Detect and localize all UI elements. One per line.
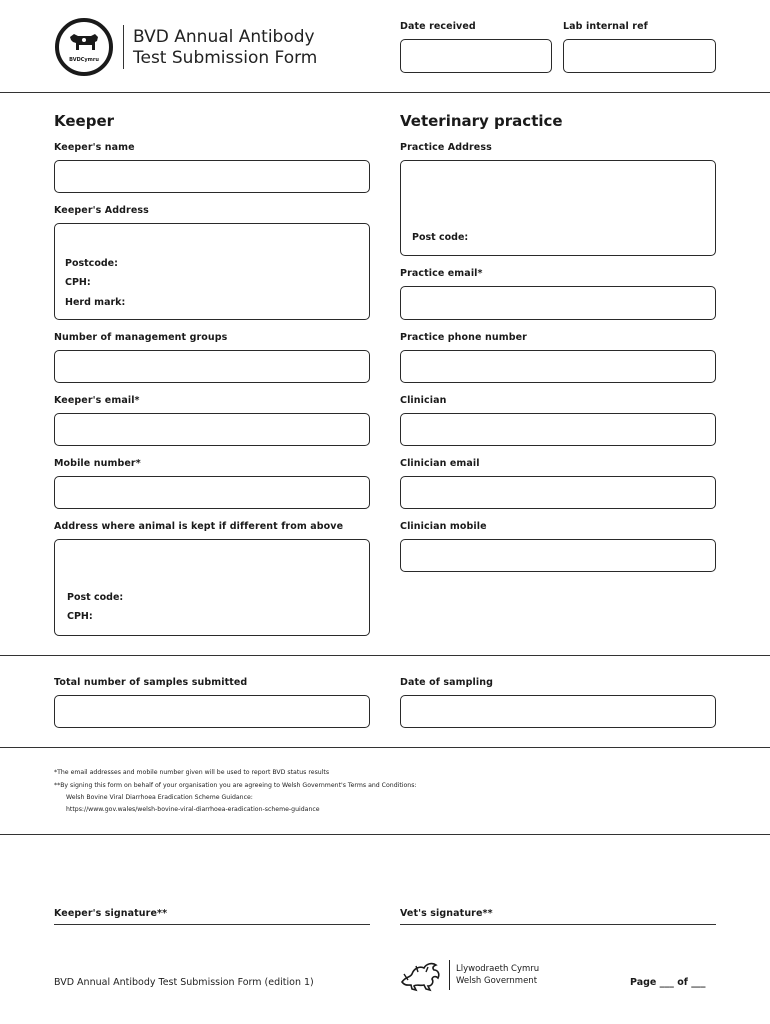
total-samples-label: Total number of samples submitted — [54, 677, 248, 688]
page-number: Page ___ of ___ — [630, 977, 706, 988]
practice-phone-field[interactable] — [400, 350, 716, 383]
keeper-heading: Keeper — [54, 112, 115, 130]
practice-email-label: Practice email* — [400, 268, 483, 279]
date-received-label: Date received — [400, 21, 476, 32]
keeper-email-field[interactable] — [54, 413, 370, 446]
keeper-signature-line[interactable] — [54, 924, 370, 925]
sampling-date-field[interactable] — [400, 695, 716, 728]
note-line4[interactable]: https://www.gov.wales/welsh-bovine-viral-diarrhoea-eradication-scheme-guidance — [66, 806, 320, 813]
alt-postcode-label: Post code: — [67, 592, 124, 603]
vet-heading: Veterinary practice — [400, 112, 563, 130]
keeper-postcode-label: Postcode: — [65, 258, 118, 269]
practice-postcode-label: Post code: — [412, 232, 469, 243]
keeper-name-field[interactable] — [54, 160, 370, 193]
mobile-number-field[interactable] — [54, 476, 370, 509]
alt-address-field[interactable] — [54, 539, 370, 636]
gov-name-english: Welsh Government — [456, 976, 538, 986]
vet-signature-line[interactable] — [400, 924, 716, 925]
header-divider — [123, 25, 124, 69]
samples-rule-bottom — [0, 747, 770, 748]
keeper-name-label: Keeper's name — [54, 142, 135, 153]
clinician-mobile-field[interactable] — [400, 539, 716, 572]
alt-cph-label: CPH: — [67, 611, 93, 622]
keeper-herd-mark-label: Herd mark: — [65, 297, 126, 308]
vet-signature-label: Vet's signature** — [400, 908, 493, 919]
note-line1: *The email addresses and mobile number given will be used to report BVD status results — [54, 769, 330, 776]
form-title-line2: Test Submission Form — [133, 48, 318, 68]
practice-email-field[interactable] — [400, 286, 716, 320]
bvd-cymru-logo — [55, 18, 113, 76]
logo-text: BVDCymru — [69, 57, 99, 63]
cow-icon — [67, 31, 101, 53]
clinician-mobile-label: Clinician mobile — [400, 521, 487, 532]
lab-ref-field[interactable] — [563, 39, 716, 73]
header-rule — [0, 92, 770, 93]
footer-form-name: BVD Annual Antibody Test Submission Form (edition 1) — [54, 977, 314, 988]
management-groups-field[interactable] — [54, 350, 370, 383]
keeper-email-label: Keeper's email* — [54, 395, 140, 406]
lab-ref-label: Lab internal ref — [563, 21, 648, 32]
total-samples-field[interactable] — [54, 695, 370, 728]
sampling-date-label: Date of sampling — [400, 677, 493, 688]
date-received-field[interactable] — [400, 39, 552, 73]
alt-address-label: Address where animal is kept if different from above — [54, 521, 344, 532]
samples-rule-top — [0, 655, 770, 656]
form-title-line1: BVD Annual Antibody — [133, 27, 315, 47]
clinician-email-field[interactable] — [400, 476, 716, 509]
mobile-number-label: Mobile number* — [54, 458, 141, 469]
clinician-email-label: Clinician email — [400, 458, 480, 469]
management-groups-label: Number of management groups — [54, 332, 228, 343]
practice-address-label: Practice Address — [400, 142, 492, 153]
keeper-address-label: Keeper's Address — [54, 205, 149, 216]
gov-name-welsh: Llywodraeth Cymru — [456, 964, 540, 974]
keeper-cph-label: CPH: — [65, 277, 91, 288]
keeper-signature-label: Keeper's signature** — [54, 908, 168, 919]
gov-logo-divider — [449, 960, 450, 990]
notes-rule — [0, 834, 770, 835]
note-line2: **By signing this form on behalf of your organisation you are agreeing to Welsh Government's Terms and Conditions: — [54, 782, 417, 789]
note-line3: Welsh Bovine Viral Diarrhoea Eradication Scheme Guidance: — [66, 794, 253, 801]
clinician-field[interactable] — [400, 413, 716, 446]
clinician-label: Clinician — [400, 395, 447, 406]
practice-phone-label: Practice phone number — [400, 332, 527, 343]
welsh-dragon-icon — [398, 958, 444, 992]
